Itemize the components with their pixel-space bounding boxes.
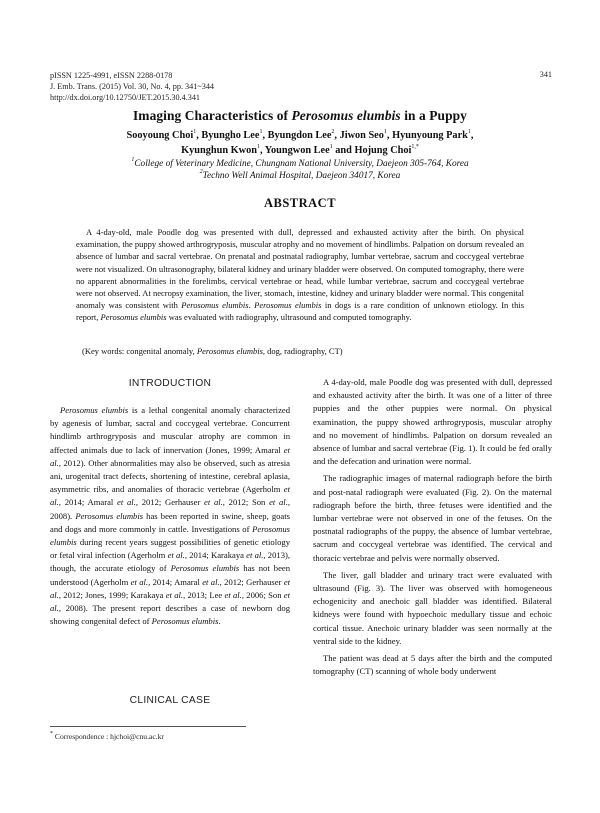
title-pre: Imaging Characteristics of: [133, 108, 292, 123]
abstract-heading: ABSTRACT: [263, 196, 337, 210]
issn-line: pISSN 1225-4991, eISSN 2288-0178: [50, 71, 173, 80]
case-paragraph-1: A 4-day-old, male Poodle dog was presented with dull, depressed and exhausted activity after the birth. It was one of a litter of three puppies and the other puppies were normal. On physical examination, the puppy showed arthrogryposis, muscular atrophy and no movement of hindlimbs. Palpation on dorsum revealed an absence of lumbar and sacral vertebrae (Fig. 1). It could be fed orally and the defecation and urination were normal.: [313, 377, 552, 467]
author-affiliation-mark: 1: [256, 144, 260, 150]
author-affiliation-mark: 1: [259, 129, 263, 135]
author-name: Kyunghun Kwon: [181, 145, 257, 156]
footnote-divider: [50, 726, 246, 727]
page-number: 341: [539, 70, 552, 79]
author-affiliation-mark: 1: [467, 129, 471, 135]
section-heading-introduction: INTRODUCTION: [128, 378, 212, 389]
abstract-body: [76, 226, 524, 324]
author-affiliation-mark: 2: [331, 129, 335, 135]
introduction-body: [50, 404, 290, 628]
author-list: [60, 128, 540, 158]
author-line-1: Sooyoung Choi$^1$, Byungho Lee$^1$, Byungdon Lee$^2$, Jiwon Seo$^1$, Hyunyoung Park$^1$,: [126, 129, 474, 141]
author-affiliation-mark: 1,*: [411, 144, 419, 150]
keywords: (Key words: congenital anomaly, Perosomus elumbis, dog, radiography, CT): [82, 346, 343, 356]
journal-meta: [50, 70, 214, 103]
author-line-2: Kyunghun Kwon$^1$, Youngwon Lee$^1$ and Hojung Choi$^{1,*}$: [181, 144, 419, 156]
title-species: Perosomus elumbis: [291, 108, 401, 123]
author-affiliation-mark: 1: [329, 144, 333, 150]
author-name: Byungdon Lee: [267, 130, 332, 141]
author-affiliation-mark: 1: [383, 129, 387, 135]
author-name: Byungho Lee: [201, 130, 260, 141]
author-name: Jiwon Seo: [339, 130, 384, 141]
section-heading-clinical-case: CLINICAL CASE: [129, 695, 211, 706]
affiliation-1: $^1$College of Veterinary Medicine, Chungnam National University, Daejeon 305-764, Korea: [131, 157, 469, 169]
journal-citation: J. Emb. Trans. (2015) Vol. 30, No. 4, pp. 341~344: [50, 82, 215, 91]
affiliations: [60, 158, 540, 182]
author-name: Youngwon Lee: [264, 145, 330, 156]
paper-title: [40, 108, 560, 124]
case-paragraph-2: The radiographic images of maternal radiograph before the birth and post-natal radiograph were evaluated (Fig. 2). On the maternal radiograph before the birth, three fetuses were identified and the lumbar vertebrae were not observed in one of the fetuses. On the postnatal radiographs of the puppy, the absence of lumbar vertebrae, sacrum and coccygeal vertebrae was identified. The cervical and thoracic vertebrae and pelvis were normally observed.: [313, 473, 552, 563]
abstract-text: A 4-day-old, male Poodle dog was presented with dull, depressed and exhausted activity after the birth. On physical examination, the puppy showed arthrogryposis, muscular atrophy and no movement of hindlimbs. Palpation on dorsum revealed an absence of lumbar and sacral vertebrae. On prenatal and postnatal radiography, lumbar vertebrae, sacrum and coccygeal vertebrae were not visualized. On ultrasonography, bilateral kidney and urinary bladder were observed. On computed tomography, there were no apparent abnormalities in the forelimbs, cervical vertebrae or head, while lumbar vertebrae, sacrum and coccygeal vertebrae were not observed. At necropsy examination, the liver, stomach, intestine, kidney and urinary bladder were normal. This congenital anomaly was consistent with Perosomus elumbis. Perosomus elumbis in dogs is a rare condition of unknown etiology. In this report, Perosomus elumbis was evaluated with radiography, ultrasound and computed tomography.: [76, 227, 524, 323]
case-paragraph-4: The patient was dead at 5 days after the birth and the computed tomography (CT) scanning of whole body underwent: [313, 653, 552, 677]
author-affiliation-mark: 1: [193, 129, 197, 135]
introduction-paragraph: Perosomus elumbis is a lethal congenital anomaly characterized by agenesis of lumbar, sacral and coccygeal vertebrae. Concurrent hindlimb arthrogryposis and muscular atrophy are common in affected animals due to lack of innervation (Jones, 1999; Amaral et al., 2012). Other abnormalities may also be observed, such as atresia ani, urogenital tract defects, shortening of intestine, cerebral aplasia, asymmetric ribs, and anomalies of thoracic vertebrae (Agerholm et al., 2014; Amaral et al., 2012; Gerhauser et al., 2012; Son et al., 2008). Perosomus elumbis has been reported in swine, sheep, goats and dogs and more commonly in cattle. Investigations of Perosomus elumbis during recent years suggest possibilities of genetic etiology or fetal viral infection (Agerholm et al., 2014; Karakaya et al., 2013), though, the accurate etiology of Perosomus elumbis has not been understood (Agerholm et al., 2014; Amaral et al., 2012; Gerhauser et al., 2012; Jones, 1999; Karakaya et al., 2013; Lee et al., 2006; Son et al., 2008). The present report describes a case of newborn dog showing congenital defect of Perosomus elumbis.: [50, 405, 291, 627]
case-paragraph-3: The liver, gall bladder and urinary tract were evaluated with ultrasound (Fig. 3). The liver was observed with homogeneous echogenicity and anechoic gall bladder was identified. Bilateral kidneys were found with hypoechoic medullary tissue and echoic cortical tissue. Anechoic urinary bladder was seen normally at the ventral side to the kidney.: [313, 569, 552, 646]
author-name: Sooyoung Choi: [126, 130, 194, 141]
author-name: Hyunyoung Park: [392, 130, 468, 141]
doi-link[interactable]: http://dx.doi.org/10.12750/JET.2015.30.4.341: [50, 93, 201, 102]
correspondence-footnote: * Correspondence : hjchoi@cnu.ac.kr: [50, 731, 164, 741]
clinical-case-body: [313, 376, 552, 678]
author-name: Hojung Choi: [354, 145, 412, 156]
title-post: in a Puppy: [400, 108, 467, 123]
affiliation-2: $^2$Techno Well Animal Hospital, Daejeon 34017, Korea: [199, 169, 401, 181]
